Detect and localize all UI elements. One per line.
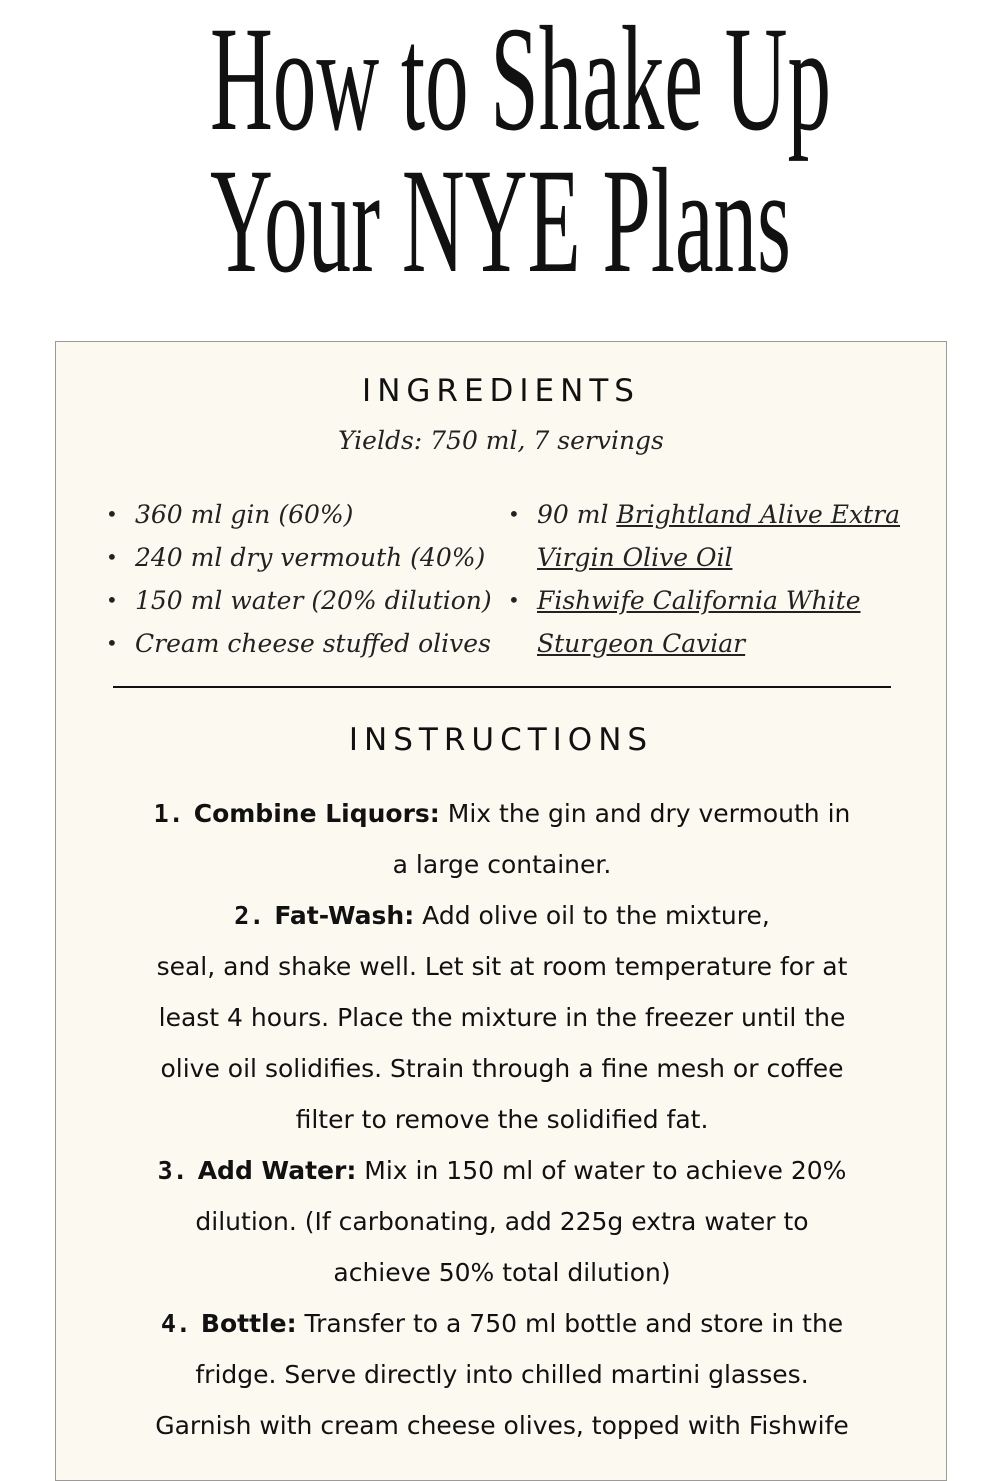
page-title	[210, 0, 832, 304]
section-divider	[113, 686, 891, 688]
title-line-1: How to Shake Up	[210, 0, 832, 162]
step-number: 4.	[160, 1309, 191, 1338]
step-title: Fat-Wash:	[274, 901, 415, 930]
olive-oil-link-continued[interactable]: Virgin Olive Oil	[537, 543, 733, 572]
ingredient-gin: • 360 ml gin (60%)	[106, 493, 516, 536]
step-line	[116, 788, 888, 839]
step-line: fridge. Serve directly into chilled martini glasses.	[195, 1360, 809, 1389]
ingredients-list-right	[508, 493, 938, 665]
ingredient-olives: • Cream cheese stuffed olives	[106, 622, 516, 665]
step-text: Add olive oil to the mixture,	[414, 901, 770, 930]
step-title: Combine Liquors:	[193, 799, 440, 828]
ingredient-vermouth: • 240 ml dry vermouth (40%)	[106, 536, 516, 579]
step-line: seal, and shake well. Let sit at room temperature for at	[156, 952, 848, 981]
step-line	[116, 1145, 888, 1196]
ingredient-caviar	[508, 579, 938, 622]
step-line: filter to remove the solidified fat.	[295, 1105, 709, 1134]
step-text: Mix in 150 ml of water to achieve 20%	[356, 1156, 847, 1185]
step-line	[116, 890, 888, 941]
step-text: Transfer to a 750 ml bottle and store in the	[296, 1309, 844, 1338]
olive-oil-amount: 90 ml	[537, 500, 617, 529]
step-line: dilution. (If carbonating, add 225g extra water to	[195, 1207, 809, 1236]
step-line: olive oil solidifies. Strain through a fine mesh or coffee	[160, 1054, 844, 1083]
step-number: 3.	[157, 1156, 188, 1185]
step-title: Add Water:	[197, 1156, 357, 1185]
instructions-list	[116, 788, 888, 1451]
recipe-card	[55, 341, 947, 1481]
step-number: 1.	[153, 799, 184, 828]
step-1	[116, 788, 888, 890]
step-line: achieve 50% total dilution)	[333, 1258, 671, 1287]
ingredient-olive-oil	[508, 493, 938, 536]
caviar-link-continued[interactable]: Sturgeon Caviar	[537, 629, 746, 658]
ingredient-water: • 150 ml water (20% dilution)	[106, 579, 516, 622]
step-4	[116, 1298, 888, 1451]
step-line: Garnish with cream cheese olives, topped with Fishwife	[155, 1411, 849, 1440]
olive-oil-link[interactable]: Brightland Alive Extra	[616, 500, 901, 529]
step-title: Bottle:	[200, 1309, 297, 1338]
step-text: Mix the gin and dry vermouth in	[439, 799, 851, 828]
title-line-2: Your NYE Plans	[210, 138, 791, 304]
yield-text: Yields: 750 ml, 7 servings	[338, 426, 664, 455]
step-line: least 4 hours. Place the mixture in the freezer until the	[158, 1003, 846, 1032]
instructions-heading: INSTRUCTIONS	[348, 722, 654, 758]
ingredients-list-left	[106, 493, 516, 665]
ingredients-heading: INGREDIENTS	[362, 373, 640, 409]
caviar-link[interactable]: Fishwife California White	[537, 586, 861, 615]
step-number: 2.	[234, 901, 265, 930]
step-line	[116, 1298, 888, 1349]
step-2	[116, 890, 888, 1145]
step-line: a large container.	[392, 850, 612, 879]
step-3	[116, 1145, 888, 1298]
